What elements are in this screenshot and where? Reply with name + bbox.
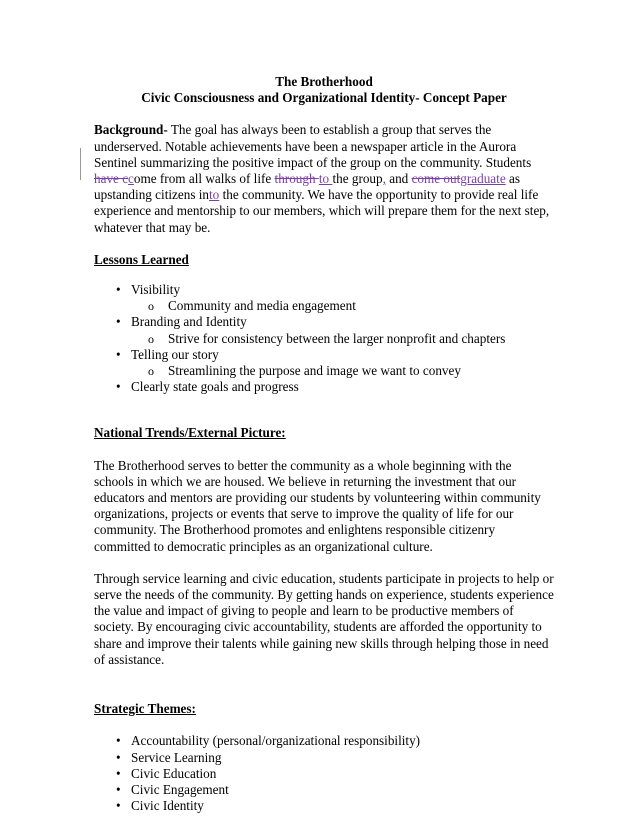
sub-list [131,363,554,379]
list-item [94,314,554,346]
themes-heading: Strategic Themes: [94,701,196,717]
sub-list-item: o Community and media engagement [131,298,554,314]
bg-text-4: and [385,171,412,187]
lesson-item-label: Telling our story [131,346,219,362]
background-paragraph [94,122,554,235]
bg-text-2: ome from all walks of life [133,171,275,187]
deleted-text: through [274,171,319,187]
bg-text-6: the community. We have the opportunity to provide real life experience and mentorship to our members, which will prepare them for the next step, whatever that may be. [94,187,550,235]
lessons-heading: Lessons Learned [94,251,189,267]
inserted-text: to [318,171,333,187]
document-subtitle: Civic Consciousness and Organizational Identity- Concept Paper [141,90,507,106]
list-item: • Civic Engagement [94,782,554,798]
bg-text-5: as upstanding citizens in [94,171,520,203]
deleted-text: have c [94,171,129,187]
inserted-text: graduate [460,171,506,187]
bg-text-3: the group [332,171,383,187]
lesson-item-label: Clearly state goals and progress [131,379,299,395]
trends-heading: National Trends/External Picture: [94,425,286,441]
document-title: The Brotherhood [275,74,373,89]
inserted-text: , [382,171,386,187]
sub-list-item: o Streamlining the purpose and image we want to convey [131,363,554,379]
sub-list [131,331,554,347]
bg-text-1: The goal has always been to establish a group that serves the underserved. Notable achievements have been a newspaper article in the Aurora Sentinel summarizing the positive impact of the group on the community. Students [94,122,532,170]
inserted-text: c [128,171,134,187]
list-item [94,379,554,395]
list-item: • Accountability (personal/organizational responsibility) [94,733,554,749]
sub-list [131,298,554,314]
list-item: • Civic Education [94,766,554,782]
lessons-list [94,282,554,395]
list-item [94,282,554,314]
sub-list-item: o Strive for consistency between the larger nonprofit and chapters [131,331,554,347]
trends-paragraph-1: The Brotherhood serves to better the community as a whole beginning with the schools in which we are housed. We believe in returning the investment that our educators and mentors are providing our students by volunteering within community organizations, projects or events that serve to improve the quality of life for our community. The Brotherhood promotes and enlightens responsible citizenry committed to democratic principles as an organizational culture. [94,457,541,554]
tracked-change-bar [80,148,81,180]
document-page [94,74,554,814]
list-item: • Service Learning [94,750,554,766]
trends-paragraph-2: Through service learning and civic education, students participate in projects to help or serve the needs of the community. By getting hands on experience, students experience the value and impact of giving to people and learn to be productive members of society. By encouraging civic accountability, students are afforded the opportunity to share and improve their talents while gaining new skills through helping those in need of assistance. [94,570,554,667]
deleted-text: come out [411,171,461,187]
background-label: Background- [94,122,168,138]
lesson-item-label: Visibility [131,282,181,298]
inserted-text: to [209,187,220,203]
list-item: • Civic Identity [94,798,554,814]
list-item [94,347,554,379]
themes-list [94,733,554,814]
lesson-item-label: Branding and Identity [131,314,247,330]
